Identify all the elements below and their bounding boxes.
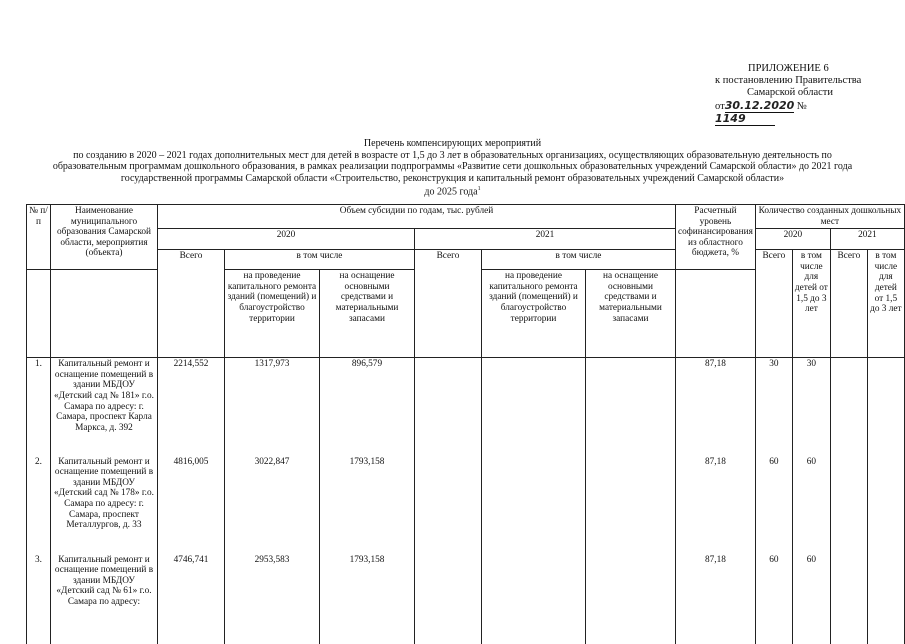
title-tail: до 2025 года [424, 186, 478, 198]
header-places-2020: 2020 [755, 229, 830, 250]
blank-header [51, 270, 158, 358]
row-total-2021 [415, 554, 482, 644]
row-total-2021 [415, 358, 482, 456]
row-places-2020: 60 [755, 456, 792, 554]
row-age-2021 [867, 358, 904, 456]
appendix-title: ПРИЛОЖЕНИЕ 6 [748, 63, 829, 74]
row-equip-2020: 1793,158 [320, 554, 415, 644]
number-prefix: № [796, 101, 807, 112]
table-row [27, 358, 905, 456]
measures-table [26, 204, 905, 644]
header-places: Количество созданных дошкольных мест [755, 205, 904, 229]
header-year-2021: 2021 [415, 229, 676, 250]
header-including-2020: в том числе [225, 250, 415, 270]
row-repair-2020: 1317,973 [225, 358, 320, 456]
header-equip-2020: на оснащение основными средствами и материальными запасами [320, 270, 415, 358]
row-num: 3. [27, 554, 51, 644]
table-row [27, 456, 905, 554]
table-row [27, 554, 905, 644]
header-places-2021: 2021 [830, 229, 904, 250]
row-repair-2021 [482, 554, 586, 644]
handwritten-date: 30.12.2020 [724, 99, 795, 112]
row-total-2020: 2214,552 [158, 358, 225, 456]
row-places-2020: 30 [755, 358, 792, 456]
row-places-2021 [830, 456, 867, 554]
row-repair-2021 [482, 358, 586, 456]
title-tail-line [40, 184, 865, 198]
row-equip-2020: 1793,158 [320, 456, 415, 554]
row-age-2020: 60 [792, 456, 830, 554]
date-prefix: от [715, 101, 725, 112]
row-total-2020: 4816,005 [158, 456, 225, 554]
row-name: Капитальный ремонт и оснащение помещений в здании МБДОУ «Детский сад № 61» г.о. Самара по адресу: [51, 554, 158, 644]
row-name: Капитальный ремонт и оснащение помещений в здании МБДОУ «Детский сад № 178» г.о. Самара по адресу: г. Самара, проспект Металлургов, д. 33 [51, 456, 158, 554]
appendix-line1: к постановлению Правительства [715, 75, 862, 86]
header-repair-2020: на проведение капитального ремонта зданий (помещений) и благоустройство территории [225, 270, 320, 358]
row-equip-2020: 896,579 [320, 358, 415, 456]
row-age-2020: 60 [792, 554, 830, 644]
header-repair-2021: на проведение капитального ремонта зданий (помещений) и благоустройство территории [482, 270, 586, 358]
header-places-total-2020: Всего [755, 250, 792, 358]
row-age-2021 [867, 456, 904, 554]
document-title [40, 138, 865, 198]
title-body: по созданию в 2020 – 2021 годах дополнительных мест для детей в возрасте от 1,5 до 3 лет в образовательных организациях, осуществляющих образовательную деятельность по образовательным программам дошкольного образования, в рамках реализации подпрограммы «Развитие сети дошкольных образовательных учреждений Самарской области» до 2021 года государственной программы Самарской области «Строительство, реконструкция и капитальный ремонт образовательных учреждений Самарской области» [52, 149, 853, 184]
handwritten-number: 1149 [715, 113, 775, 126]
row-level: 87,18 [676, 554, 756, 644]
header-total-2020: Всего [158, 250, 225, 358]
row-repair-2020: 2953,583 [225, 554, 320, 644]
row-name: Капитальный ремонт и оснащение помещений в здании МБДОУ «Детский сад № 181» г.о. Самара по адресу: г. Самара, проспект Карла Маркса, д. 392 [51, 358, 158, 456]
row-total-2021 [415, 456, 482, 554]
row-places-2020: 60 [755, 554, 792, 644]
row-equip-2021 [586, 554, 676, 644]
header-equip-2021: на оснащение основными средствами и материальными запасами [586, 270, 676, 358]
header-year-2020: 2020 [158, 229, 415, 250]
header-name: Наименование муниципального образования Самарской области, мероприятия (объекта) [51, 205, 158, 270]
header-num: № п/п [27, 205, 51, 270]
header-total-2021: Всего [415, 250, 482, 358]
row-total-2020: 4746,741 [158, 554, 225, 644]
row-num: 2. [27, 456, 51, 554]
blank-header [676, 270, 756, 358]
header-places-age-2021: в том числе для детей от 1,5 до 3 лет [867, 250, 904, 358]
row-places-2021 [830, 554, 867, 644]
row-equip-2021 [586, 358, 676, 456]
header-places-total-2021: Всего [830, 250, 867, 358]
row-places-2021 [830, 358, 867, 456]
appendix-date-line [715, 100, 865, 126]
header-including-2021: в том числе [482, 250, 676, 270]
title-heading: Перечень компенсирующих мероприятий [363, 138, 542, 149]
row-age-2020: 30 [792, 358, 830, 456]
row-level: 87,18 [676, 456, 756, 554]
row-repair-2021 [482, 456, 586, 554]
row-level: 87,18 [676, 358, 756, 456]
appendix-block [715, 63, 865, 126]
row-age-2021 [867, 554, 904, 644]
blank-header [27, 270, 51, 358]
footnote-mark: 1 [477, 186, 481, 193]
row-equip-2021 [586, 456, 676, 554]
header-subsidy: Объем субсидии по годам, тыс. рублей [158, 205, 676, 229]
header-places-age-2020: в том числе для детей от 1,5 до 3 лет [792, 250, 830, 358]
appendix-line2: Самарской области [747, 87, 833, 98]
row-repair-2020: 3022,847 [225, 456, 320, 554]
row-num: 1. [27, 358, 51, 456]
header-level: Расчетный уровень софинансирования из областного бюджета, % [676, 205, 756, 270]
